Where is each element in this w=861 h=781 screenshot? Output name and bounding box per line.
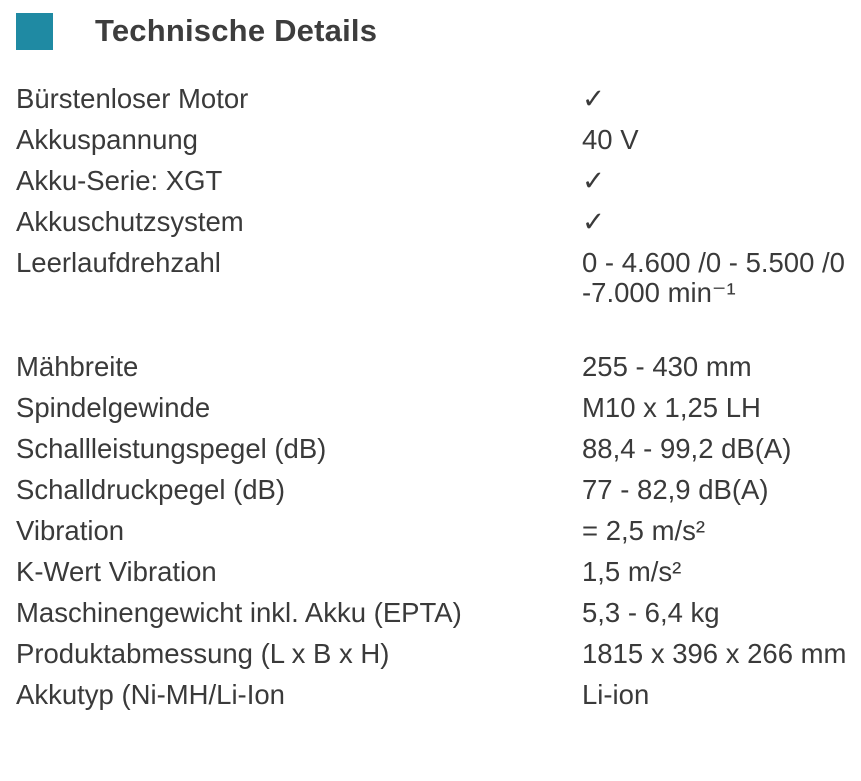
spec-row — [16, 248, 861, 308]
spec-label: Produktabmessung (L x B x H) — [16, 638, 390, 669]
spec-row — [16, 166, 861, 196]
spec-value: 1815 x 396 x 266 mm — [582, 638, 847, 669]
spec-value: ✓ — [582, 206, 606, 237]
spec-row — [16, 516, 861, 546]
spec-value: ✓ — [582, 83, 606, 114]
spec-row — [16, 434, 861, 464]
spec-label: Akku-Serie: XGT — [16, 165, 223, 196]
spec-value: = 2,5 m/s² — [582, 515, 706, 546]
spec-label: Akkutyp (Ni-MH/Li-Ion — [16, 679, 285, 710]
spec-row — [16, 207, 861, 237]
spec-row — [16, 125, 861, 155]
spec-row — [16, 557, 861, 587]
spec-label: Mähbreite — [16, 351, 139, 382]
spec-label: Leerlaufdrehzahl — [16, 247, 221, 278]
spec-value: 88,4 - 99,2 dB(A) — [582, 433, 792, 464]
spec-row — [16, 393, 861, 423]
spec-label: Bürstenloser Motor — [16, 83, 249, 114]
spec-value: 0 - 4.600 /0 - 5.500 /0 -7.000 min⁻¹ — [582, 247, 845, 308]
spec-row — [16, 598, 861, 628]
spec-label: Akkuspannung — [16, 124, 198, 155]
section-header — [16, 12, 377, 50]
spec-table — [16, 84, 861, 721]
spec-row — [16, 639, 861, 669]
spec-value: 5,3 - 6,4 kg — [582, 597, 720, 628]
spec-row — [16, 84, 861, 114]
spec-row — [16, 352, 861, 382]
spec-row — [16, 680, 861, 710]
spec-value: 1,5 m/s² — [582, 556, 682, 587]
section-title: Technische Details — [95, 13, 378, 48]
spec-label: Spindelgewinde — [16, 392, 211, 423]
spec-value: M10 x 1,25 LH — [582, 392, 761, 423]
spec-label: Vibration — [16, 515, 125, 546]
spec-label: Schalldruckpegel (dB) — [16, 474, 286, 505]
spec-label: Akkuschutzsystem — [16, 206, 244, 237]
spec-value: 40 V — [582, 124, 639, 155]
spec-value: ✓ — [582, 165, 606, 196]
spec-value: Li-ion — [582, 679, 650, 710]
spec-row — [16, 475, 861, 505]
spec-label: Schallleistungspegel (dB) — [16, 433, 327, 464]
spec-value: 77 - 82,9 dB(A) — [582, 474, 769, 505]
spec-label: Maschinengewicht inkl. Akku (EPTA) — [16, 597, 462, 628]
accent-square-icon — [16, 13, 53, 50]
spec-label: K-Wert Vibration — [16, 556, 217, 587]
spec-value: 255 - 430 mm — [582, 351, 752, 382]
